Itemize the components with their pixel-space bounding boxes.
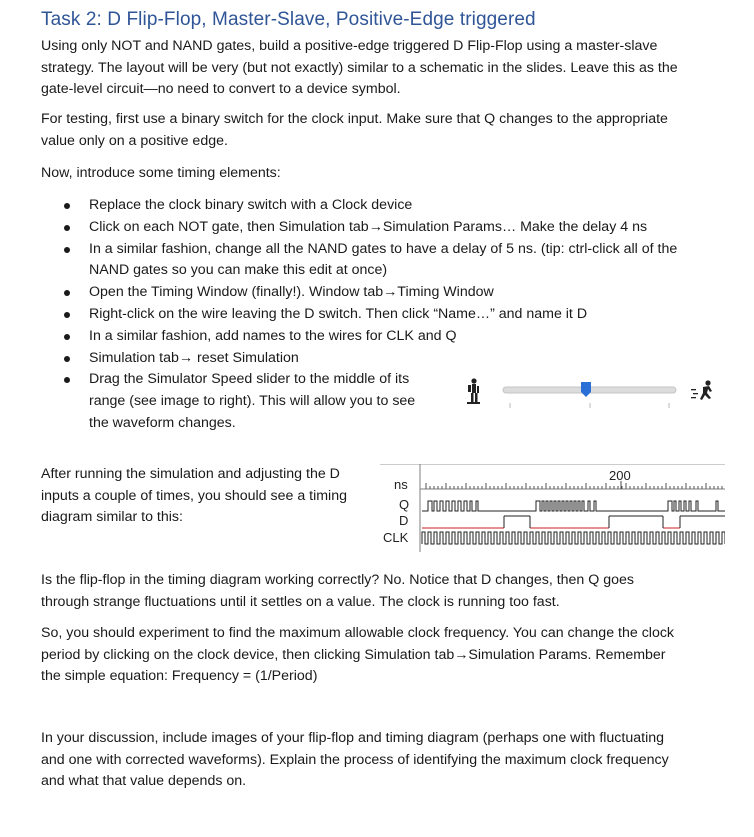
task-title: Task 2: D Flip-Flop, Master-Slave, Positive-Edge triggered [41,9,536,30]
list-item: Open the Timing Window (finally!). Window tab→Timing Window [41,282,701,304]
list-item: In a similar fashion, change all the NAND gates to have a delay of 5 ns. (tip: ctrl-click all of the NAND gates so you can make this edit at once) [41,239,701,283]
timing-unit-label: ns [394,477,408,492]
question-paragraph: Is the flip-flop in the timing diagram working correctly? No. Notice that D changes, then Q goes through strange fluctuations until it settles on a value. The clock is running too fast. [41,572,635,610]
experiment-paragraph: So, you should experiment to find the maximum allowable clock frequency. You can change the clock period by clicking on the clock device, then clicking Simulation tab→Simulation Params. Remember the simple equation: Frequency = (1/Period) [41,625,675,684]
slow-walker-icon [467,378,480,404]
discussion-paragraph: In your discussion, include images of your flip-flop and timing diagram (perhaps one with fluctuating and one with corrected waveforms). Explain the process of identifying the maximum clock frequency and what that value depends on. [41,730,669,789]
fast-runner-icon [691,380,712,400]
clk-waveform [422,532,725,544]
signal-label-d: D [399,513,409,528]
after-simulation-paragraph: After running the simulation and adjusting the D inputs a couple of times, you should see a timing diagram similar to this: [41,466,347,525]
q-waveform [422,501,725,511]
list-item: Simulation tab→ reset Simulation [41,348,701,370]
testing-paragraph: For testing, first use a binary switch for the clock input. Make sure that Q changes to the appropriate value only on a positive edge. [41,111,668,149]
list-item: In a similar fashion, add names to the wires for CLK and Q [41,326,701,348]
timing-intro-paragraph: Now, introduce some timing elements: [41,165,281,181]
timing-ruler-ticks [426,483,722,489]
list-item: Drag the Simulator Speed slider to the middle of its range (see image to right). This will allow you to see the waveform changes. [41,369,434,434]
simulator-speed-slider[interactable] [462,375,724,417]
list-item: Right-click on the wire leaving the D switch. Then click “Name…” and name it D [41,304,701,326]
timing-diagram [380,464,725,552]
slider-thumb[interactable] [581,382,591,397]
list-item: Click on each NOT gate, then Simulation tab→Simulation Params… Make the delay 4 ns [41,217,701,239]
d-waveform [504,516,725,528]
signal-label-q: Q [399,497,410,512]
intro-paragraph: Using only NOT and NAND gates, build a positive-edge triggered D Flip-Flop using a master-slave strategy. The layout will be very (but not exactly) similar to a schematic in the slides. Leave this as the gate-level circuit—no need to convert to a device symbol. [41,38,678,97]
signal-label-clk: CLK [383,530,409,545]
timing-marker-label: 200 [609,468,631,483]
list-item: Replace the clock binary switch with a Clock device [41,195,701,217]
